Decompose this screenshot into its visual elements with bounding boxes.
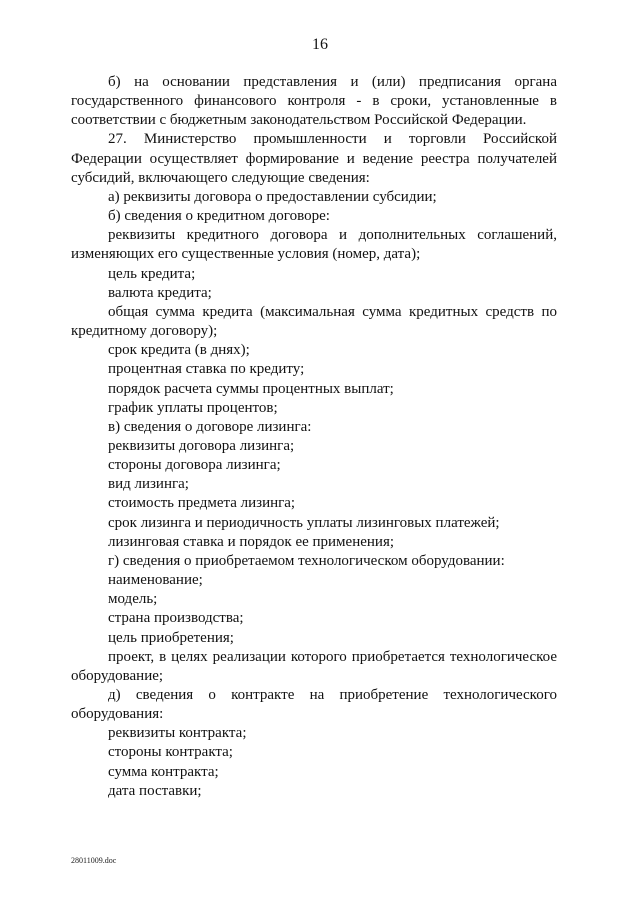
page-number: 16 — [312, 36, 328, 53]
paragraph: общая сумма кредита (максимальная сумма кредитных средств по кредитному договору); — [71, 303, 557, 340]
paragraph: стоимость предмета лизинга; — [108, 495, 296, 512]
footer-filename: 28011009.doc — [71, 856, 117, 865]
paragraph: 27. Министерство промышленности и торговли Российской Федерации осуществляет формирование и ведение реестра получателей субсидий, включающего следующие сведения: — [71, 131, 557, 186]
paragraph: д) сведения о контракте на приобретение технологического оборудования: — [71, 687, 557, 723]
paragraph: дата поставки; — [108, 782, 202, 799]
paragraph: сумма контракта; — [108, 763, 219, 780]
paragraph: а) реквизиты договора о предоставлении субсидии; — [108, 188, 437, 205]
document-body — [71, 73, 557, 801]
paragraph: график уплаты процентов; — [108, 399, 278, 416]
paragraph: процентная ставка по кредиту; — [108, 361, 305, 378]
paragraph: цель приобретения; — [108, 629, 234, 646]
paragraph: в) сведения о договоре лизинга: — [108, 418, 312, 435]
paragraph: модель; — [108, 591, 158, 608]
paragraph: г) сведения о приобретаемом технологическом оборудовании: — [108, 552, 505, 569]
paragraph: цель кредита; — [108, 265, 196, 282]
paragraph: лизинговая ставка и порядок ее применения; — [108, 533, 395, 550]
paragraph: срок кредита (в днях); — [108, 342, 250, 359]
paragraph: страна производства; — [108, 610, 244, 627]
paragraph: б) на основании представления и (или) предписания органа государственного финансового контроля - в сроки, установленные в соответствии с бюджетным законодательством Российской Федерации. — [71, 74, 557, 129]
paragraph: валюта кредита; — [108, 284, 212, 301]
paragraph: порядок расчета суммы процентных выплат; — [108, 380, 394, 397]
paragraph: вид лизинга; — [108, 476, 189, 493]
paragraph: б) сведения о кредитном договоре: — [108, 208, 330, 225]
paragraph: реквизиты договора лизинга; — [108, 437, 295, 454]
paragraph: стороны договора лизинга; — [108, 457, 281, 474]
paragraph: реквизиты кредитного договора и дополнительных соглашений, изменяющих его существенные условия (номер, дата); — [71, 227, 557, 263]
paragraph: наименование; — [108, 572, 203, 589]
paragraph: проект, в целях реализации которого приобретается технологическое оборудование; — [71, 648, 557, 684]
paragraph: стороны контракта; — [108, 744, 233, 761]
paragraph: реквизиты контракта; — [108, 725, 247, 742]
paragraph: срок лизинга и периодичность уплаты лизинговых платежей; — [108, 514, 500, 531]
